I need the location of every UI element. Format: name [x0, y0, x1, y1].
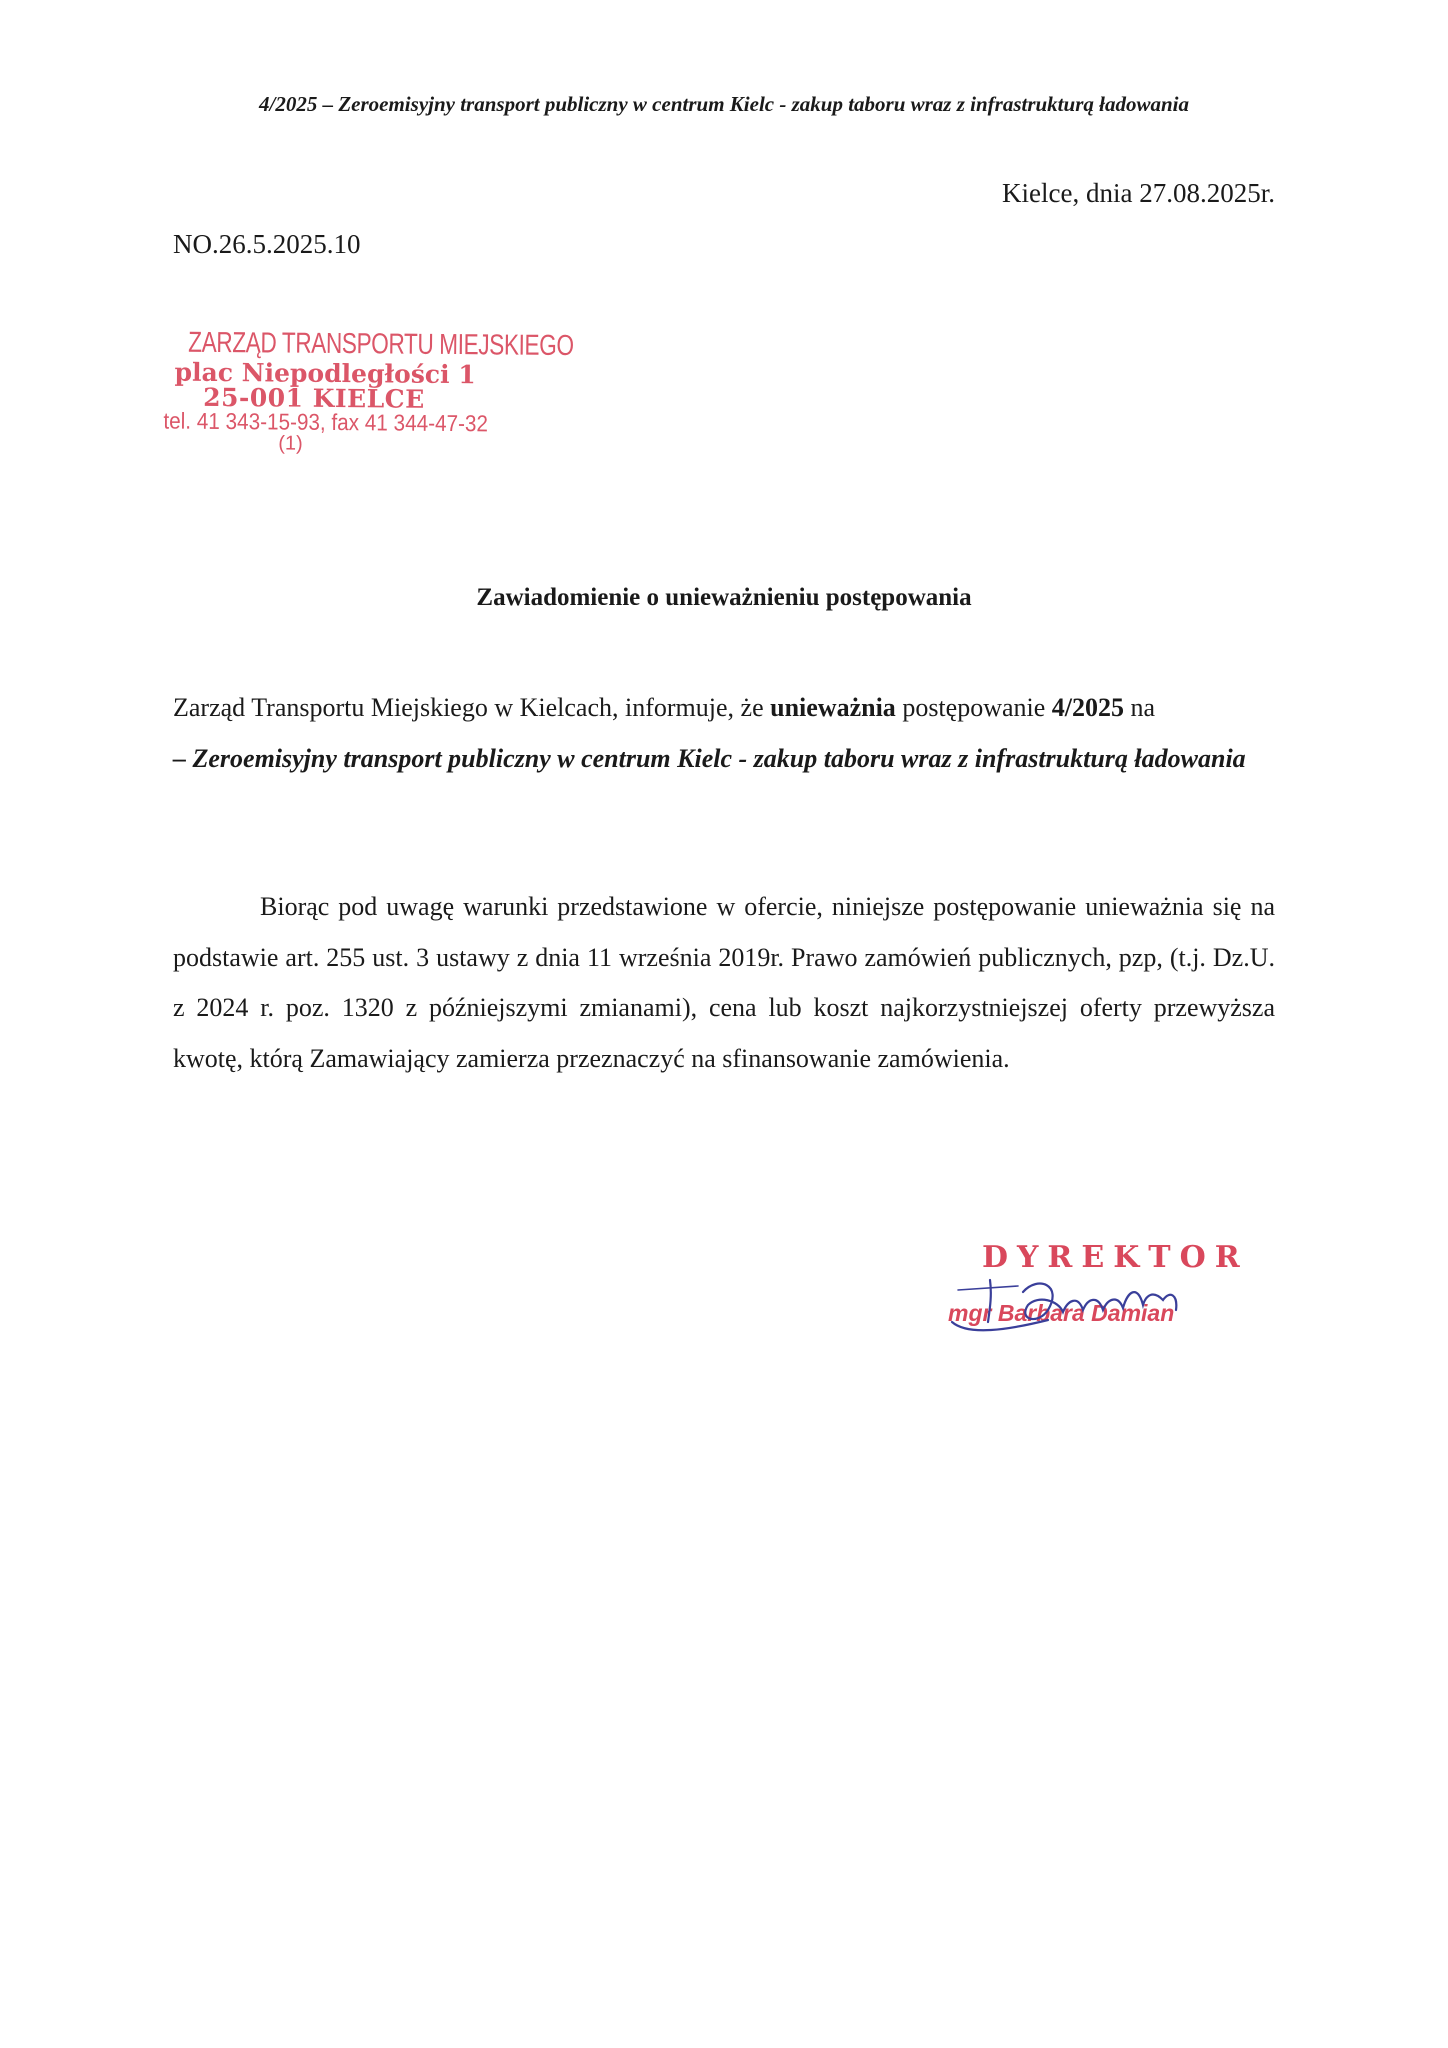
- cancellation-paragraph: [173, 682, 1275, 784]
- statement-text-1: Zarząd Transportu Miejskiego w Kielcach, informuje, że: [173, 693, 771, 722]
- cancellation-statement: [173, 682, 1275, 733]
- signature-name: mgr Barbara Damian: [948, 1300, 1175, 1326]
- stamp-organization-name: ZARZĄD TRANSPORTU MIEJSKIEGO: [188, 326, 574, 363]
- document-header: 4/2025 – Zeroemisyjny transport publiczny w centrum Kielc - zakup taboru wraz z infrastrukturą ładowania: [259, 92, 1189, 116]
- stamp-number: (1): [278, 432, 303, 455]
- statement-text-3: na: [1124, 693, 1156, 722]
- stamp-phone-fax: tel. 41 343-15-93, fax 41 344-47-32: [163, 407, 489, 437]
- stamp-address-street: plac Niepodległości 1: [174, 357, 476, 390]
- statement-cancels: unieważnia: [770, 693, 896, 722]
- procedure-subject: – Zeroemisyjny transport publiczny w centrum Kielc - zakup taboru wraz z infrastrukturą ładowania: [173, 744, 1246, 773]
- procedure-number: 4/2025: [1051, 693, 1125, 722]
- organization-stamp: [145, 326, 574, 455]
- signature-title: DYREKTOR: [982, 1240, 1249, 1275]
- stamp-address-city: 25-001 KIELCE: [203, 382, 425, 414]
- signature-block: [948, 1240, 1248, 1350]
- handwritten-signature: [938, 1250, 1238, 1350]
- reference-number: NO.26.5.2025.10: [173, 229, 361, 259]
- justification-paragraph: Biorąc pod uwagę warunki przedstawione w ofercie, niniejsze postępowanie unieważnia się na podstawie art. 255 ust. 3 ustawy z dnia 11 września 2019r. Prawo zamówień publicznych, pzp, (t.j. Dz.U. z 2024 r. poz. 1320 z późniejszymi zmianami), cena lub koszt najkorzystniejszej oferty przewyższa kwotę, którą Zamawiający zamierza przeznaczyć na sfinansowanie zamówienia.: [173, 892, 1275, 1073]
- document-date: Kielce, dnia 27.08.2025r.: [1002, 178, 1275, 208]
- statement-text-2: postępowanie: [895, 693, 1052, 722]
- document-title: Zawiadomienie o unieważnieniu postępowania: [476, 584, 972, 611]
